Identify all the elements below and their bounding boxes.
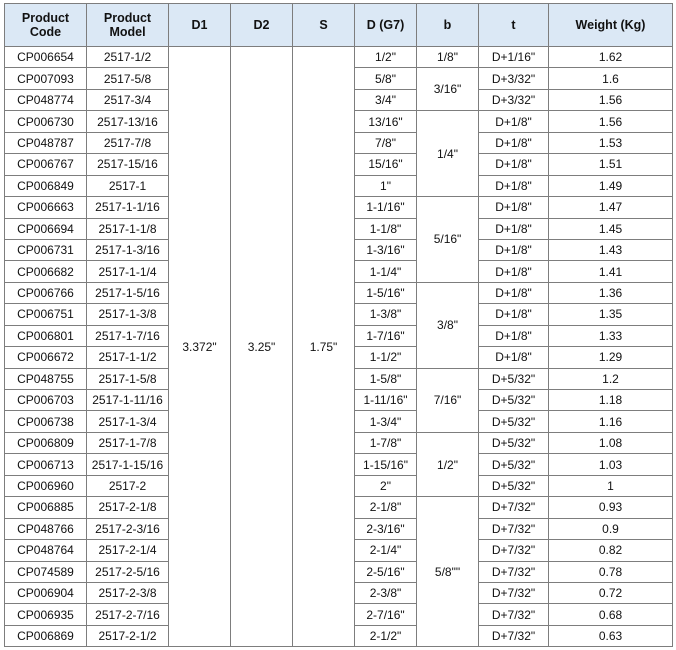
product-spec-table	[4, 3, 673, 647]
cell-t: D+7/32"	[479, 518, 549, 539]
cell-b: 5/8""	[417, 497, 479, 647]
cell-d-g7: 1-5/16"	[355, 282, 417, 303]
cell-d-g7: 2-1/2"	[355, 625, 417, 646]
cell-t: D+1/8"	[479, 282, 549, 303]
cell-weight: 1.2	[549, 368, 673, 389]
cell-product-model: 2517-1-3/4	[87, 411, 169, 432]
cell-product-code: CP006849	[5, 175, 87, 196]
cell-weight: 1.45	[549, 218, 673, 239]
cell-s: 1.75"	[293, 47, 355, 647]
cell-d-g7: 15/16"	[355, 154, 417, 175]
cell-d-g7: 2-5/16"	[355, 561, 417, 582]
cell-product-code: CP048764	[5, 540, 87, 561]
cell-product-code: CP006935	[5, 604, 87, 625]
cell-product-model: 2517-1-5/8	[87, 368, 169, 389]
cell-product-code: CP048787	[5, 132, 87, 153]
cell-d-g7: 1-1/8"	[355, 218, 417, 239]
cell-d-g7: 1-1/16"	[355, 197, 417, 218]
header-d1: D1	[169, 4, 231, 47]
header-product-model: Product Model	[87, 4, 169, 47]
cell-weight: 1.62	[549, 47, 673, 68]
cell-b: 3/8"	[417, 282, 479, 368]
cell-product-model: 2517-1-3/8	[87, 304, 169, 325]
cell-d-g7: 7/8"	[355, 132, 417, 153]
cell-product-code: CP006654	[5, 47, 87, 68]
cell-product-model: 2517-2-5/16	[87, 561, 169, 582]
cell-t: D+7/32"	[479, 625, 549, 646]
cell-product-code: CP006960	[5, 475, 87, 496]
cell-product-code: CP006751	[5, 304, 87, 325]
cell-b: 1/4"	[417, 111, 479, 197]
cell-product-code: CP048774	[5, 89, 87, 110]
cell-d-g7: 1-3/16"	[355, 239, 417, 260]
cell-b: 5/16"	[417, 197, 479, 283]
cell-d-g7: 2"	[355, 475, 417, 496]
cell-t: D+1/8"	[479, 325, 549, 346]
cell-t: D+1/8"	[479, 197, 549, 218]
cell-product-model: 2517-1-1/2	[87, 347, 169, 368]
cell-weight: 0.78	[549, 561, 673, 582]
cell-weight: 1.53	[549, 132, 673, 153]
cell-weight: 1.29	[549, 347, 673, 368]
cell-d-g7: 1-7/16"	[355, 325, 417, 346]
cell-product-model: 2517-1-7/8	[87, 432, 169, 453]
cell-product-code: CP006869	[5, 625, 87, 646]
cell-weight: 0.63	[549, 625, 673, 646]
cell-weight: 1.6	[549, 68, 673, 89]
cell-product-model: 2517-3/4	[87, 89, 169, 110]
cell-b: 1/8"	[417, 47, 479, 68]
cell-weight: 0.72	[549, 582, 673, 603]
cell-t: D+1/8"	[479, 218, 549, 239]
cell-product-model: 2517-1-1/4	[87, 261, 169, 282]
cell-product-code: CP006731	[5, 239, 87, 260]
cell-d-g7: 2-3/16"	[355, 518, 417, 539]
cell-product-code: CP006672	[5, 347, 87, 368]
cell-product-model: 2517-1-1/8	[87, 218, 169, 239]
cell-t: D+1/8"	[479, 175, 549, 196]
cell-weight: 1.08	[549, 432, 673, 453]
cell-b: 7/16"	[417, 368, 479, 432]
cell-t: D+5/32"	[479, 368, 549, 389]
cell-weight: 1.33	[549, 325, 673, 346]
cell-product-code: CP006682	[5, 261, 87, 282]
cell-product-code: CP006694	[5, 218, 87, 239]
cell-t: D+1/16"	[479, 47, 549, 68]
cell-product-code: CP048755	[5, 368, 87, 389]
cell-d1: 3.372"	[169, 47, 231, 647]
cell-d-g7: 2-1/8"	[355, 497, 417, 518]
cell-d-g7: 1-11/16"	[355, 390, 417, 411]
cell-weight: 1.49	[549, 175, 673, 196]
cell-weight: 0.82	[549, 540, 673, 561]
cell-d-g7: 13/16"	[355, 111, 417, 132]
cell-weight: 1.36	[549, 282, 673, 303]
cell-t: D+3/32"	[479, 89, 549, 110]
cell-product-model: 2517-1-3/16	[87, 239, 169, 260]
cell-weight: 1.41	[549, 261, 673, 282]
cell-d-g7: 2-7/16"	[355, 604, 417, 625]
cell-product-model: 2517-1/2	[87, 47, 169, 68]
cell-product-model: 2517-1-15/16	[87, 454, 169, 475]
cell-t: D+7/32"	[479, 582, 549, 603]
cell-d-g7: 1-5/8"	[355, 368, 417, 389]
cell-product-model: 2517-7/8	[87, 132, 169, 153]
cell-weight: 1.56	[549, 89, 673, 110]
header-row	[5, 4, 673, 47]
cell-product-code: CP074589	[5, 561, 87, 582]
cell-t: D+3/32"	[479, 68, 549, 89]
cell-weight: 0.93	[549, 497, 673, 518]
cell-b: 1/2"	[417, 432, 479, 496]
cell-d2: 3.25"	[231, 47, 293, 647]
cell-product-model: 2517-2-1/8	[87, 497, 169, 518]
cell-t: D+7/32"	[479, 561, 549, 582]
cell-product-model: 2517-5/8	[87, 68, 169, 89]
cell-d-g7: 1-1/4"	[355, 261, 417, 282]
header-product-code: Product Code	[5, 4, 87, 47]
cell-product-model: 2517-2	[87, 475, 169, 496]
cell-d-g7: 1"	[355, 175, 417, 196]
cell-d-g7: 1/2"	[355, 47, 417, 68]
cell-d-g7: 1-1/2"	[355, 347, 417, 368]
cell-t: D+1/8"	[479, 347, 549, 368]
cell-product-code: CP006809	[5, 432, 87, 453]
cell-product-code: CP006730	[5, 111, 87, 132]
cell-d-g7: 2-1/4"	[355, 540, 417, 561]
cell-t: D+5/32"	[479, 475, 549, 496]
cell-t: D+1/8"	[479, 111, 549, 132]
cell-product-code: CP006703	[5, 390, 87, 411]
cell-product-code: CP006767	[5, 154, 87, 175]
header-s: S	[293, 4, 355, 47]
cell-weight: 1.51	[549, 154, 673, 175]
cell-t: D+5/32"	[479, 432, 549, 453]
cell-d-g7: 5/8"	[355, 68, 417, 89]
cell-product-code: CP006885	[5, 497, 87, 518]
cell-product-model: 2517-2-3/16	[87, 518, 169, 539]
cell-t: D+7/32"	[479, 497, 549, 518]
cell-t: D+1/8"	[479, 154, 549, 175]
cell-product-code: CP006766	[5, 282, 87, 303]
cell-weight: 1.56	[549, 111, 673, 132]
table-row	[5, 47, 673, 68]
cell-product-model: 2517-1-7/16	[87, 325, 169, 346]
cell-product-model: 2517-1-11/16	[87, 390, 169, 411]
header-b: b	[417, 4, 479, 47]
cell-t: D+5/32"	[479, 411, 549, 432]
cell-t: D+5/32"	[479, 390, 549, 411]
cell-weight: 0.68	[549, 604, 673, 625]
cell-product-code: CP006738	[5, 411, 87, 432]
cell-weight: 1.43	[549, 239, 673, 260]
cell-b: 3/16"	[417, 68, 479, 111]
cell-t: D+5/32"	[479, 454, 549, 475]
cell-product-model: 2517-1-1/16	[87, 197, 169, 218]
cell-product-model: 2517-13/16	[87, 111, 169, 132]
cell-product-model: 2517-1	[87, 175, 169, 196]
cell-d-g7: 3/4"	[355, 89, 417, 110]
cell-product-model: 2517-2-3/8	[87, 582, 169, 603]
cell-d-g7: 1-15/16"	[355, 454, 417, 475]
cell-t: D+7/32"	[479, 540, 549, 561]
cell-product-model: 2517-2-1/2	[87, 625, 169, 646]
cell-d-g7: 2-3/8"	[355, 582, 417, 603]
cell-weight: 1	[549, 475, 673, 496]
cell-product-model: 2517-2-1/4	[87, 540, 169, 561]
header-t: t	[479, 4, 549, 47]
cell-t: D+1/8"	[479, 239, 549, 260]
cell-d-g7: 1-7/8"	[355, 432, 417, 453]
cell-t: D+1/8"	[479, 132, 549, 153]
cell-product-code: CP006713	[5, 454, 87, 475]
header-d2: D2	[231, 4, 293, 47]
cell-weight: 0.9	[549, 518, 673, 539]
cell-product-code: CP007093	[5, 68, 87, 89]
cell-product-model: 2517-2-7/16	[87, 604, 169, 625]
cell-d-g7: 1-3/4"	[355, 411, 417, 432]
cell-product-code: CP048766	[5, 518, 87, 539]
header-d-g7: D (G7)	[355, 4, 417, 47]
cell-product-code: CP006801	[5, 325, 87, 346]
cell-t: D+1/8"	[479, 261, 549, 282]
cell-d-g7: 1-3/8"	[355, 304, 417, 325]
cell-weight: 1.18	[549, 390, 673, 411]
cell-weight: 1.47	[549, 197, 673, 218]
cell-product-model: 2517-1-5/16	[87, 282, 169, 303]
cell-product-code: CP006663	[5, 197, 87, 218]
cell-t: D+7/32"	[479, 604, 549, 625]
cell-weight: 1.16	[549, 411, 673, 432]
cell-product-code: CP006904	[5, 582, 87, 603]
cell-weight: 1.35	[549, 304, 673, 325]
cell-t: D+1/8"	[479, 304, 549, 325]
cell-weight: 1.03	[549, 454, 673, 475]
header-weight: Weight (Kg)	[549, 4, 673, 47]
cell-product-model: 2517-15/16	[87, 154, 169, 175]
